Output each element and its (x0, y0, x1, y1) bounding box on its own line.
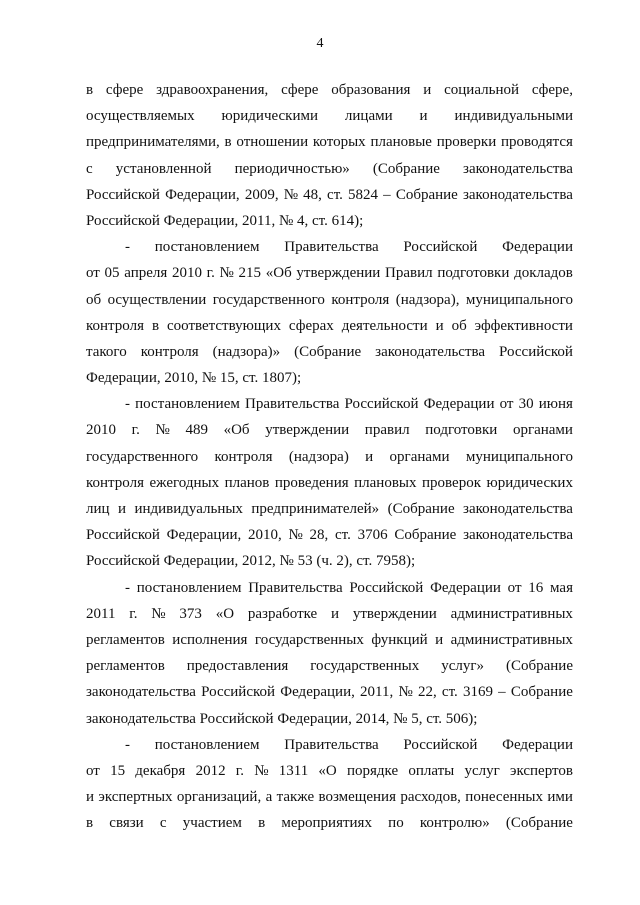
text-word: 5824 (348, 186, 379, 203)
text-word: Федерации, (280, 684, 355, 701)
text-word: Собрание (395, 186, 458, 203)
text-word: возмещения (318, 789, 396, 806)
text-word: - (125, 239, 130, 256)
text-word: государственных (310, 658, 420, 675)
text-word: сфере, (531, 82, 573, 98)
text-word: проведения (274, 474, 349, 491)
text-word: Российской (86, 186, 160, 203)
text-word: 373 (179, 605, 202, 622)
text-word: 215 (238, 265, 262, 282)
text-word: мая (550, 579, 573, 596)
text-word: Федерации (502, 736, 573, 753)
text-word: предоставления (186, 658, 289, 675)
text-word: контроля (140, 343, 199, 360)
text-word: Правительства (284, 239, 379, 256)
text-word: осуществляемых (86, 108, 195, 125)
text-word: контроля (86, 474, 144, 491)
text-word: экспертов (510, 762, 573, 779)
text-line (86, 103, 573, 129)
text-word: отношении (236, 134, 309, 151)
text-word: (надзора)» (212, 343, 281, 360)
text-word: об (451, 317, 467, 334)
text-line (86, 627, 573, 653)
text-word: (Собрание (505, 658, 573, 675)
text-word: подготовки (437, 265, 510, 282)
text-word: Федерации, (166, 527, 242, 544)
text-word: постановлением (154, 239, 260, 256)
text-word: лицами (344, 108, 393, 125)
text-word: Российской Федерации, 2012, № 53 (ч. 2), ст. 7958); (86, 553, 416, 570)
text-line (86, 417, 573, 443)
text-word: контроля (214, 448, 273, 465)
text-word: разработке (247, 605, 318, 622)
text-word: от (86, 265, 100, 282)
text-word: 2010 (86, 422, 116, 439)
text-word: расходов, (400, 789, 461, 806)
text-word: утверждении (265, 422, 350, 439)
text-word: услуг (464, 762, 500, 779)
text-line (86, 575, 573, 601)
text-line (86, 496, 573, 522)
page-number: 4 (316, 36, 324, 51)
text-word: «О (215, 605, 235, 622)
text-word: Федерации, 2010, № 15, ст. 1807); (86, 370, 302, 387)
text-word: Федерации (430, 579, 501, 596)
text-word: с (159, 815, 167, 832)
text-word: которых (312, 134, 366, 151)
text-word: июня (538, 396, 573, 413)
text-line (86, 391, 573, 417)
text-word: такого (86, 343, 127, 360)
text-word: в (224, 134, 232, 151)
text-word: Правительства (248, 579, 343, 596)
text-line (86, 601, 573, 627)
text-line (86, 758, 573, 784)
text-word: законодательства (86, 684, 196, 701)
text-line (86, 444, 573, 470)
text-word: 22, (417, 684, 437, 701)
text-word: ст. (335, 527, 351, 544)
text-word: Российской (403, 239, 478, 256)
text-word: 2012 (195, 762, 226, 779)
text-word: Правил (385, 265, 433, 282)
text-line (86, 260, 573, 286)
text-word: эффективности (474, 317, 573, 334)
text-word: законодательства (462, 186, 573, 203)
text-word: а (265, 789, 273, 806)
text-line (86, 339, 573, 365)
text-word: Федерации, (165, 186, 240, 203)
text-line (86, 182, 573, 208)
text-word: ими (547, 789, 573, 806)
text-word: 15 (110, 762, 126, 779)
text-word: проводятся (501, 134, 573, 151)
text-word: контролю» (419, 815, 490, 832)
text-word: соответствующих (166, 317, 281, 334)
text-line (86, 234, 573, 260)
text-line (86, 679, 573, 705)
text-word: (надзора) (288, 448, 349, 465)
text-word: проверок (422, 474, 481, 491)
text-word: 3706 (357, 527, 388, 544)
text-word: 05 (104, 265, 120, 282)
text-line (86, 129, 573, 155)
text-word: «О (318, 762, 337, 779)
text-word: – (498, 684, 506, 701)
text-word: законодательства (463, 160, 573, 177)
text-word: государственных (254, 631, 364, 648)
text-word: от (499, 396, 514, 413)
text-word: Правительства (284, 736, 379, 753)
text-line (86, 810, 573, 836)
text-word: предпринимателей» (251, 501, 380, 517)
text-word: сфере (105, 82, 144, 98)
text-word: с (86, 160, 93, 177)
text-word: № (219, 265, 234, 282)
text-word: (Собрание (387, 501, 455, 517)
text-word: индивидуальными (454, 108, 573, 125)
text-word: административных (450, 631, 573, 648)
text-word: деятельности (341, 317, 428, 334)
text-line (86, 156, 573, 182)
text-word: функций (371, 631, 428, 648)
text-word: 2009, (244, 186, 279, 203)
text-word: понесенных (465, 789, 544, 806)
text-word: - (125, 396, 130, 413)
text-word: в (151, 317, 160, 334)
text-word: Российской (403, 736, 478, 753)
text-line (86, 77, 573, 103)
text-word: юридическими (221, 108, 319, 125)
text-word: периодичностью» (234, 160, 350, 177)
text-word: г. (129, 605, 138, 622)
text-word: «Об (223, 422, 250, 439)
text-word: и (365, 448, 374, 465)
text-word: 16 (528, 579, 544, 596)
text-word: и (331, 605, 340, 622)
text-word: Российской (344, 396, 419, 413)
text-word: муниципального (465, 291, 573, 308)
text-word: Российской (86, 527, 160, 544)
text-word: плановых (354, 474, 417, 491)
text-word: Правительства (245, 396, 340, 413)
text-word: и (419, 108, 428, 125)
text-word: Собрание (394, 527, 457, 544)
text-word: (надзора), (395, 291, 460, 308)
text-word: организаций, (176, 789, 262, 806)
text-word: в (86, 82, 94, 98)
text-word: органами (389, 448, 450, 465)
text-word: докладов (514, 265, 573, 282)
text-word: № (288, 527, 303, 544)
text-word: (Собрание (294, 343, 362, 360)
text-word: экспертных (98, 789, 173, 806)
text-line (86, 522, 573, 548)
text-word: предпринимателями, (86, 134, 220, 151)
text-line (86, 208, 573, 234)
text-line (86, 548, 573, 574)
text-word: сфере (281, 82, 319, 98)
text-word: 2010 (171, 265, 202, 282)
text-word: юридических (486, 474, 573, 491)
text-word: № (155, 422, 170, 439)
text-word: Собрание (510, 684, 573, 701)
text-word: постановлением (154, 736, 260, 753)
text-word: Федерации (502, 239, 573, 256)
text-word: по (388, 815, 404, 832)
text-word: № (283, 186, 299, 203)
text-word: от (507, 579, 522, 596)
text-word: постановлением (136, 579, 242, 596)
text-word: № (398, 684, 413, 701)
text-word: государственного (86, 448, 199, 465)
text-word: 2010, (248, 527, 282, 544)
text-line (86, 732, 573, 758)
text-word: мероприятиях (281, 815, 372, 832)
document-body (86, 77, 573, 836)
text-word: органами (512, 422, 573, 439)
text-word: законодательства (463, 527, 573, 544)
text-word: ежегодных (149, 474, 220, 491)
text-line (86, 784, 573, 810)
text-word: 2011, (360, 684, 394, 701)
text-word: «Об (265, 265, 292, 282)
text-word: контроля (331, 291, 390, 308)
text-word: регламентов (86, 658, 165, 675)
text-word: законодательства (375, 343, 486, 360)
text-word: законодательства Российской Федерации, 2014, № 5, ст. 506); (86, 710, 478, 727)
text-word: 30 (518, 396, 534, 413)
text-word: правил (364, 422, 410, 439)
text-word: в (86, 815, 94, 832)
text-word: и (435, 317, 444, 334)
text-word: 3169 (462, 684, 493, 701)
text-word: 48, (303, 186, 322, 203)
text-word: об (86, 291, 102, 308)
text-line (86, 313, 573, 339)
text-word: законодательства (463, 501, 573, 517)
text-word: услуг» (441, 658, 485, 675)
text-word: Российской (499, 343, 573, 360)
text-word: г. (235, 762, 244, 779)
text-word: лиц (86, 501, 110, 517)
text-word: участием (182, 815, 242, 832)
text-word: оплаты (408, 762, 455, 779)
text-word: от (86, 762, 100, 779)
text-word: в (258, 815, 266, 832)
text-word: Федерации (423, 396, 495, 413)
text-word: регламентов (86, 631, 165, 648)
text-word: - (125, 736, 130, 753)
text-word: сферах (288, 317, 334, 334)
text-word: и (435, 631, 444, 648)
text-word: (Собрание (372, 160, 440, 177)
text-word: 2011 (86, 605, 116, 622)
text-word: Российской Федерации, 2011, № 4, ст. 614); (86, 212, 364, 229)
text-word: образования (331, 82, 411, 98)
text-word: апреля (124, 265, 168, 282)
text-word: № (254, 762, 269, 779)
text-line (86, 653, 573, 679)
text-word: 489 (185, 422, 208, 439)
text-word: - (125, 579, 130, 596)
text-word: осуществлении (107, 291, 207, 308)
text-word: и (86, 789, 95, 806)
text-word: индивидуальных (134, 501, 243, 517)
text-word: утверждении (352, 605, 437, 622)
text-line (86, 365, 573, 391)
text-word: проверки (436, 134, 497, 151)
text-line (86, 706, 573, 732)
text-word: подготовки (425, 422, 498, 439)
text-word: утверждении (296, 265, 381, 282)
text-word: здравоохранения, (156, 82, 269, 98)
text-word: исполнения (172, 631, 248, 648)
text-word: порядке (346, 762, 399, 779)
text-word: также (276, 789, 315, 806)
text-word: г. (206, 265, 215, 282)
text-word: плановые (370, 134, 432, 151)
text-word: 28, (309, 527, 329, 544)
text-word: и (423, 82, 432, 98)
text-word: государственного (212, 291, 325, 308)
text-word: планов (224, 474, 270, 491)
text-word: № (151, 605, 166, 622)
text-word: установленной (115, 160, 212, 177)
text-line (86, 287, 573, 313)
text-word: ст. (441, 684, 458, 701)
text-word: – (383, 186, 391, 203)
text-word: г. (131, 422, 140, 439)
text-word: связи (109, 815, 144, 832)
text-word: контроля (86, 317, 144, 334)
text-line (86, 470, 573, 496)
text-word: Российской (349, 579, 424, 596)
text-word: постановлением (135, 396, 240, 413)
text-word: социальной (444, 82, 519, 98)
text-word: ст. (327, 186, 343, 203)
text-word: 1311 (278, 762, 309, 779)
text-word: декабря (135, 762, 186, 779)
text-word: и (117, 501, 127, 517)
text-word: муниципального (465, 448, 573, 465)
text-word: (Собрание (505, 815, 573, 832)
text-word: Российской (201, 684, 276, 701)
text-word: административных (450, 605, 573, 622)
